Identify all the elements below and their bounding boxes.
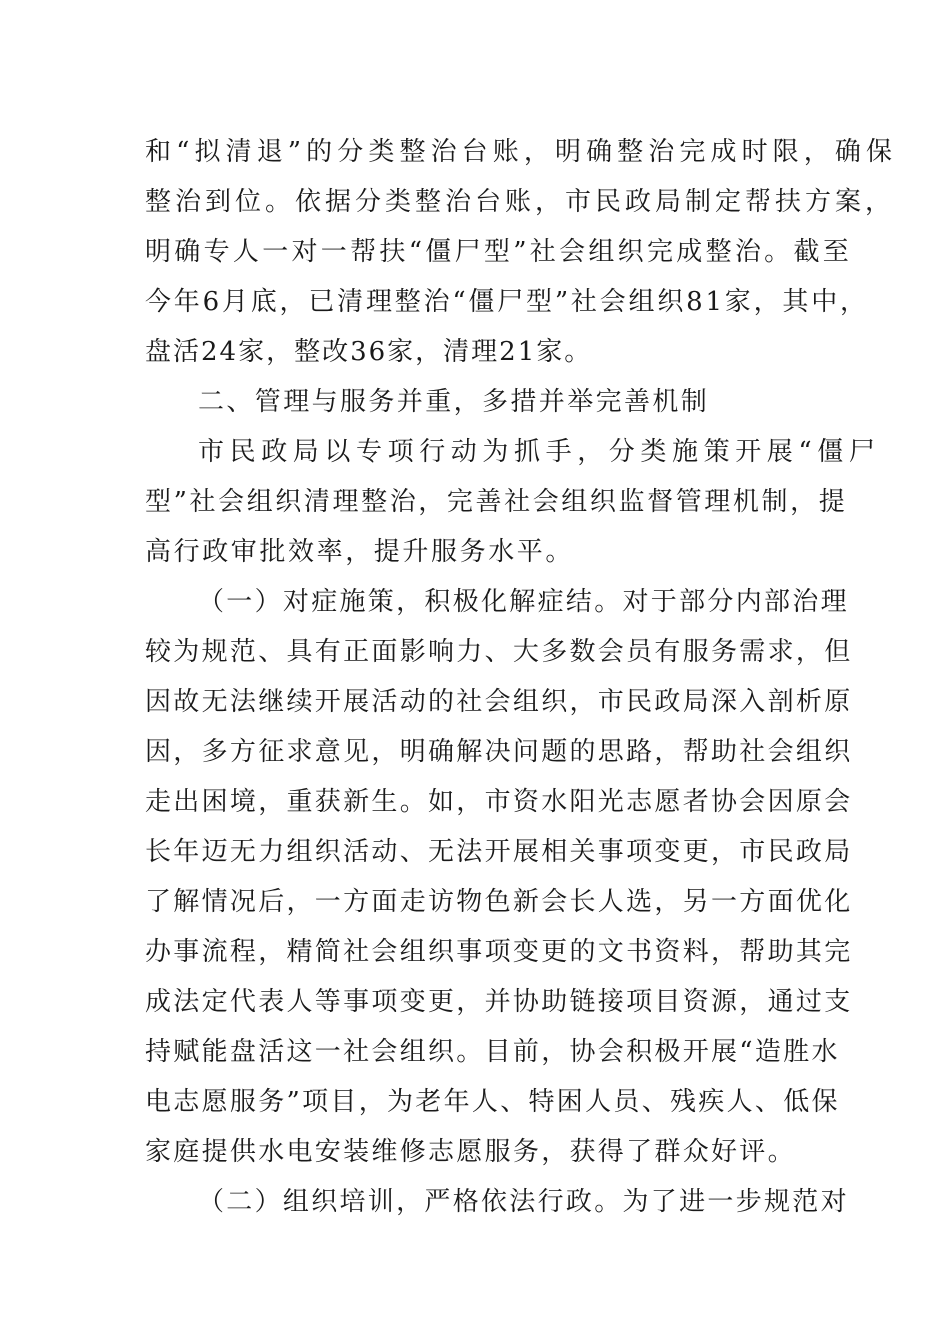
text-line: 型”社会组织清理整治，完善社会组织监督管理机制，提 (145, 487, 848, 517)
text-line: 持赋能盘活这一社会组织。目前，协会积极开展“造胜水 (145, 1037, 840, 1067)
text-line: 较为规范、具有正面影响力、大多数会员有服务需求，但 (145, 637, 853, 667)
text-line: 因，多方征求意见，明确解决问题的思路，帮助社会组织 (145, 737, 853, 767)
text-line: 整治到位。依据分类整治台账，市民政局制定帮扶方案， (145, 187, 896, 217)
section-heading: 二、管理与服务并重，多措并举完善机制 (198, 387, 710, 417)
text-line: 和“拟清退”的分类整治台账，明确整治完成时限，确保 (145, 137, 898, 167)
text-line: 明确专人一对一帮扶“僵尸型”社会组织完成整治。截至 (145, 237, 853, 267)
text-line: 成法定代表人等事项变更，并协助链接项目资源，通过支 (145, 987, 853, 1017)
text-line: 高行政审批效率，提升服务水平。 (145, 537, 575, 567)
text-line: 长年迈无力组织活动、无法开展相关事项变更，市民政局 (145, 837, 853, 867)
text-line: 今年6月底，已清理整治“僵尸型”社会组织81家，其中， (145, 287, 869, 317)
subsection-line: （二）组织培训，严格依法行政。为了进一步规范对 (198, 1187, 849, 1217)
text-line: 了解情况后，一方面走访物色新会长人选，另一方面优化 (145, 887, 853, 917)
text-line: 因故无法继续开展活动的社会组织，市民政局深入剖析原 (145, 687, 853, 717)
text-line: 家庭提供水电安装维修志愿服务，获得了群众好评。 (145, 1137, 796, 1167)
text-line: 盘活24家，整改36家，清理21家。 (145, 337, 593, 367)
text-line: 电志愿服务”项目，为老年人、特困人员、残疾人、低保 (145, 1087, 840, 1117)
subsection-line: （一）对症施策，积极化解症结。对于部分内部治理 (198, 587, 849, 617)
text-line: 办事流程，精简社会组织事项变更的文书资料，帮助其完 (145, 937, 853, 967)
text-line: 走出困境，重获新生。如，市资水阳光志愿者协会因原会 (145, 787, 853, 817)
text-line: 市民政局以专项行动为抓手，分类施策开展“僵尸 (198, 437, 881, 467)
